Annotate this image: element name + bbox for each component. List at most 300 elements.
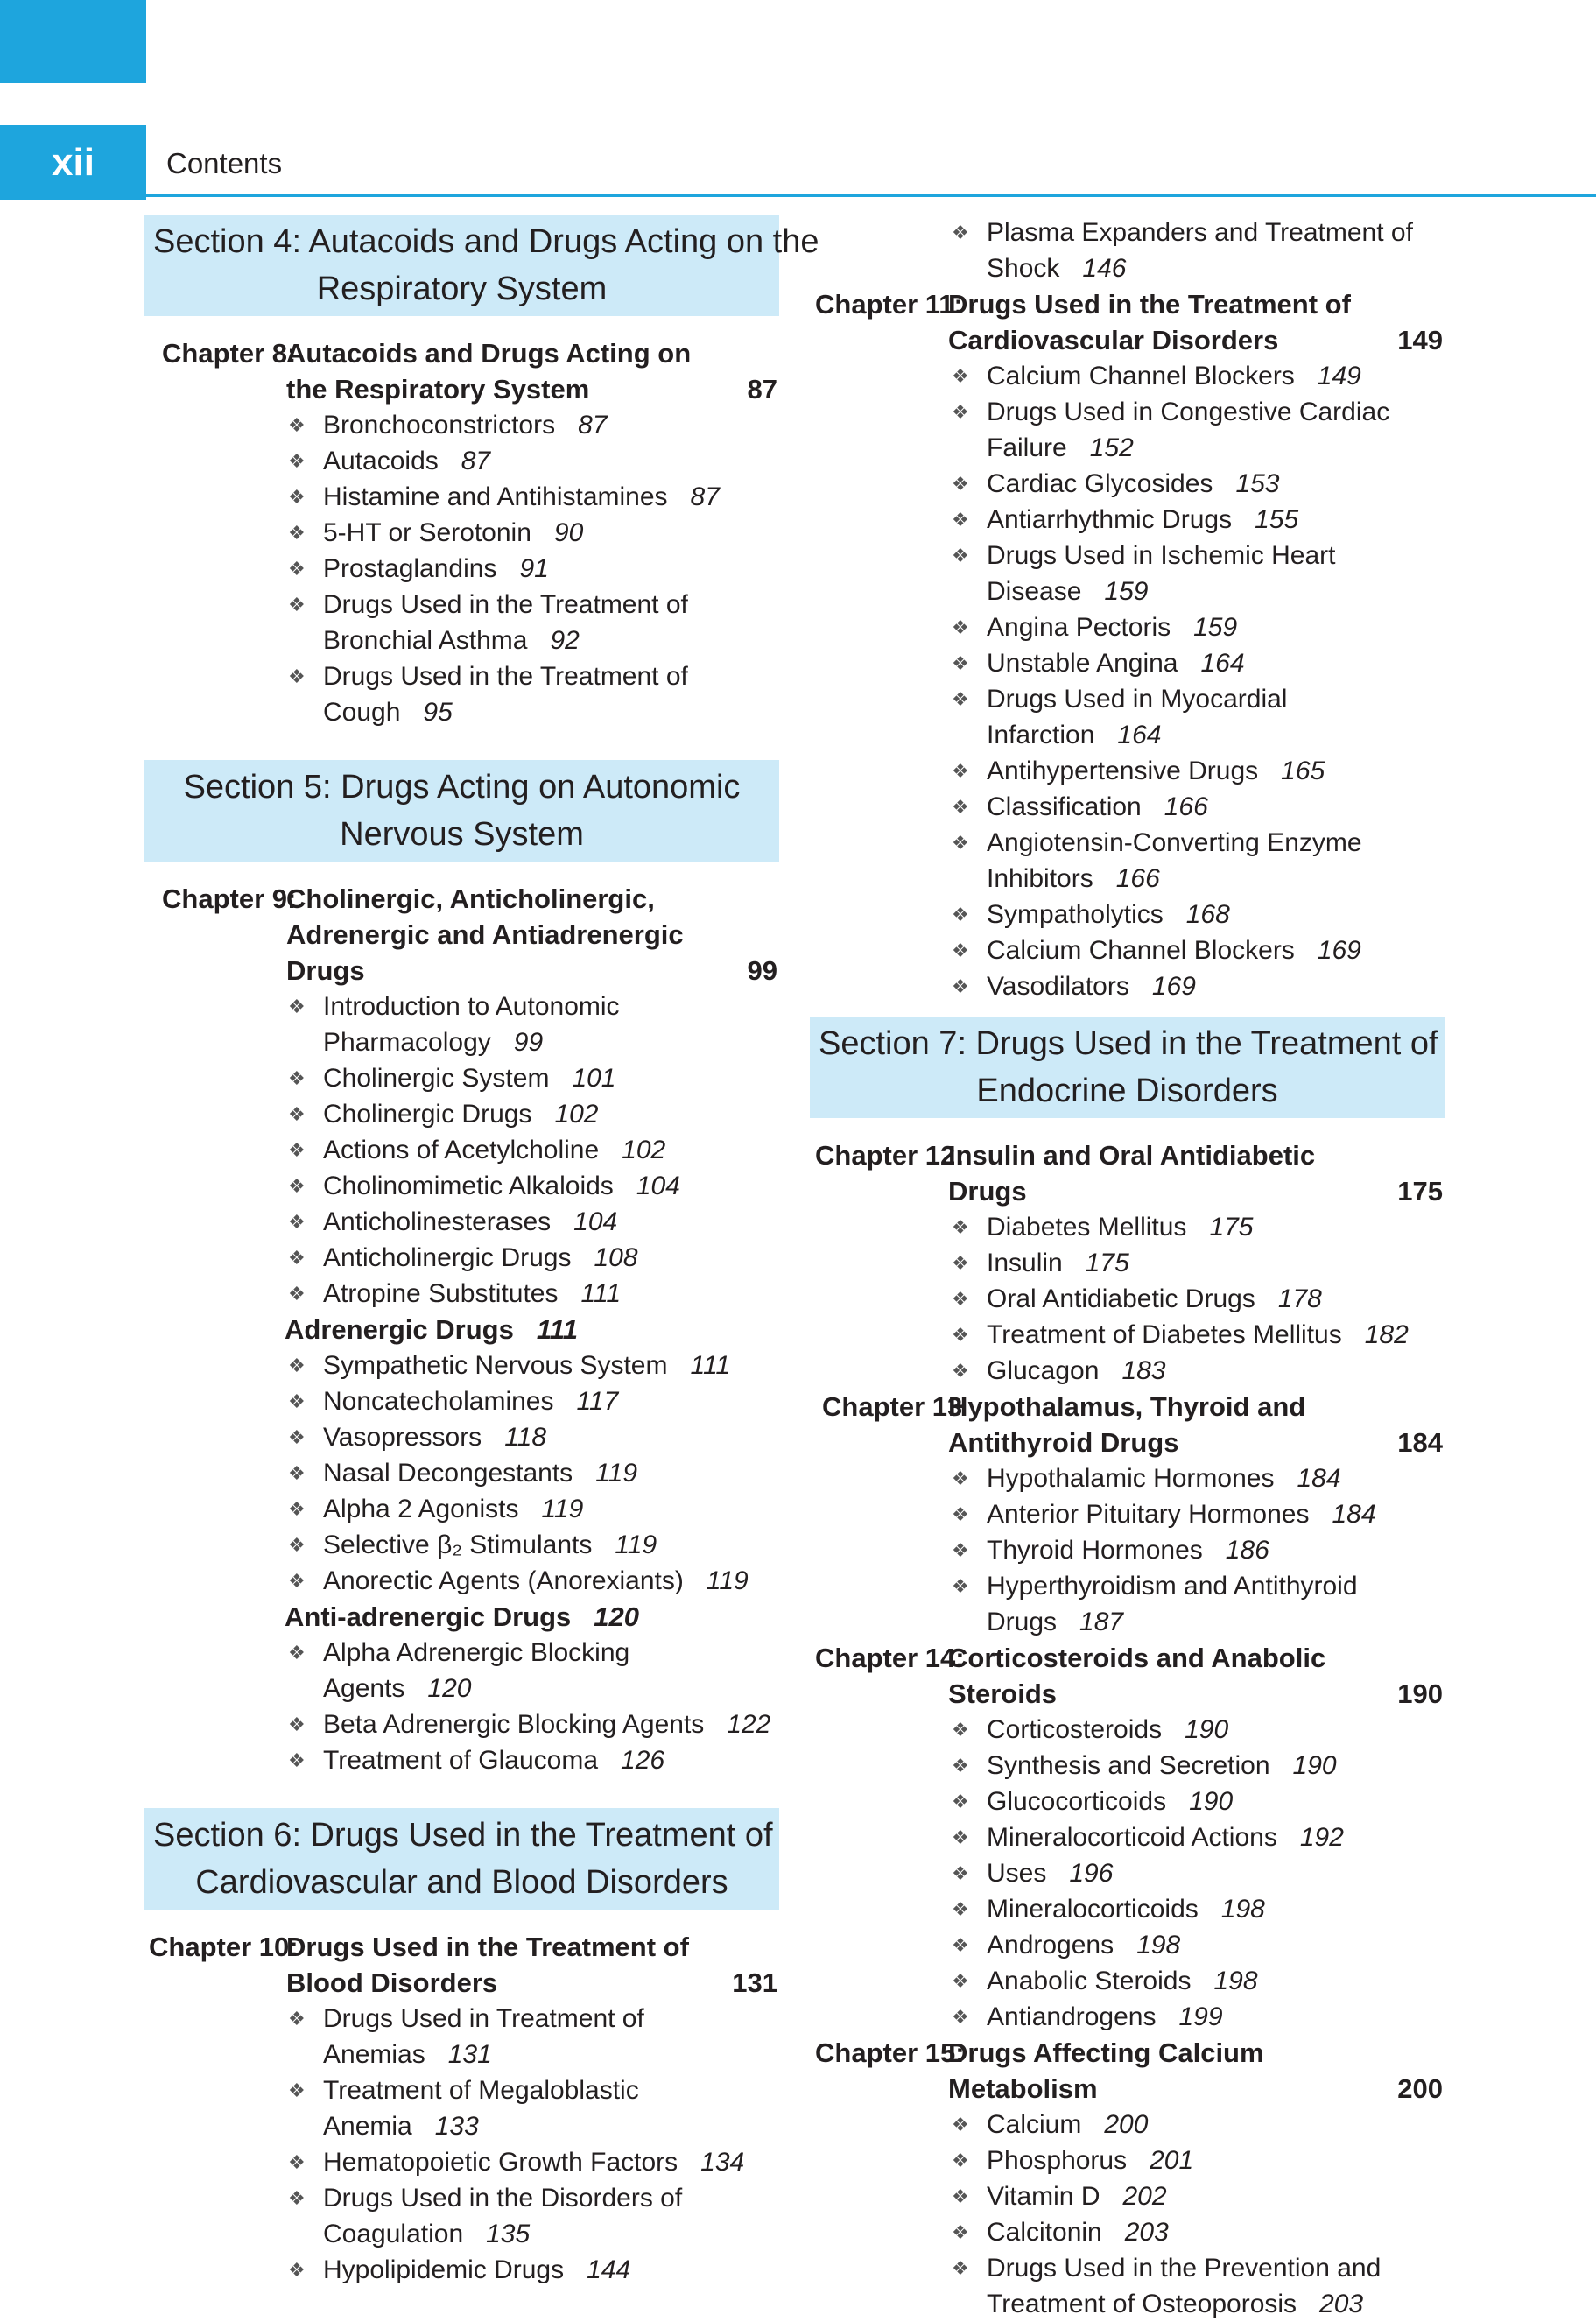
topic-page: 119 [615, 1530, 657, 1559]
topic-item[interactable] [948, 1460, 1445, 1496]
bullet-icon: ❖ [952, 939, 969, 961]
topic-page: 203 [1319, 2290, 1364, 2318]
topic-list [948, 1209, 1445, 1389]
bullet-icon: ❖ [288, 1103, 306, 1125]
bullet-icon: ❖ [952, 1970, 969, 1992]
topic-item[interactable] [285, 1168, 779, 1204]
topic-page: 159 [1193, 613, 1238, 642]
topic-page: 164 [1200, 649, 1245, 678]
left-column [144, 215, 819, 2288]
topic-page: 190 [1292, 1751, 1337, 1780]
topic-item[interactable] [948, 1209, 1445, 1245]
topic-title: Bronchoconstrictors [323, 411, 556, 440]
bullet-icon: ❖ [952, 1216, 969, 1238]
topic-page: 199 [1178, 2002, 1223, 2031]
bullet-icon: ❖ [288, 558, 306, 580]
topic-title: Drugs Used in Ischemic Heart Disease [987, 541, 1336, 606]
topic-title: Plasma Expanders and Treatment of Shock [987, 218, 1413, 283]
topic-title: Introduction to Autonomic Pharmacology [323, 992, 620, 1057]
topic-item[interactable] [948, 2214, 1445, 2250]
topic-title: Thyroid Hormones [987, 1536, 1203, 1565]
bullet-icon: ❖ [952, 796, 969, 818]
topic-item[interactable] [285, 1419, 779, 1455]
topic-title: Oral Antidiabetic Drugs [987, 1284, 1255, 1313]
bullet-icon: ❖ [952, 760, 969, 782]
bullet-icon: ❖ [952, 1898, 969, 1920]
topic-title: Anabolic Steroids [987, 1967, 1192, 1995]
topic-page: 149 [1317, 362, 1361, 391]
topic-item[interactable] [948, 645, 1445, 681]
topic-page: 192 [1299, 1823, 1344, 1852]
chapter-page: 200 [1397, 2073, 1443, 2104]
chapter-heading[interactable] [810, 1389, 1445, 1460]
bullet-icon: ❖ [288, 1462, 306, 1484]
bullet-icon: ❖ [288, 1067, 306, 1089]
chapter-page: 175 [1397, 1176, 1443, 1207]
topic-item[interactable] [948, 2107, 1445, 2143]
topic-title: Cholinergic System [323, 1064, 550, 1093]
bullet-icon: ❖ [952, 1324, 969, 1346]
topic-page: 146 [1082, 254, 1127, 283]
topic-title: Uses [987, 1859, 1047, 1888]
chapter-heading[interactable] [144, 335, 779, 407]
topic-title: Selective β₂ Stimulants [323, 1530, 593, 1559]
bullet-icon: ❖ [952, 2114, 969, 2136]
topic-list [948, 215, 1445, 286]
bullet-icon: ❖ [288, 1175, 306, 1197]
topic-item[interactable] [285, 443, 779, 479]
topic-page: 104 [636, 1172, 680, 1200]
topic-item[interactable] [948, 753, 1445, 789]
chapter-label: Chapter 8: [162, 338, 297, 369]
bullet-icon: ❖ [952, 222, 969, 243]
topic-page: 202 [1122, 2182, 1167, 2211]
topic-item[interactable] [948, 394, 1445, 466]
topic-item[interactable] [285, 1635, 779, 1706]
right-column [810, 215, 1445, 2322]
bullet-icon: ❖ [288, 1211, 306, 1233]
topic-page: 182 [1364, 1320, 1409, 1349]
topic-title: Angina Pectoris [987, 613, 1171, 642]
topic-title: Anterior Pituitary Hormones [987, 1500, 1310, 1529]
chapter-label: Chapter 9: [162, 883, 297, 914]
bullet-icon: ❖ [288, 1642, 306, 1664]
section-heading: Section 5: Drugs Acting on Autonomic Nervous System [144, 760, 779, 862]
topic-page: 155 [1255, 505, 1299, 534]
topic-title: Hypothalamic Hormones [987, 1464, 1275, 1493]
bullet-icon: ❖ [288, 665, 306, 687]
bullet-icon: ❖ [288, 1426, 306, 1448]
topic-page: 117 [576, 1387, 619, 1416]
topic-title: Drugs Used in Myocardial Infarction [987, 685, 1288, 749]
topic-title: Calcitonin [987, 2218, 1102, 2247]
topic-item[interactable] [948, 789, 1445, 825]
bullet-icon: ❖ [952, 1934, 969, 1956]
bullet-icon: ❖ [952, 1755, 969, 1777]
topic-page: 152 [1089, 433, 1134, 462]
topic-page: 108 [594, 1243, 638, 1272]
topic-item[interactable] [948, 1999, 1445, 2035]
topic-item[interactable] [285, 1706, 779, 1742]
chapter-label: Chapter 15: [815, 2037, 965, 2068]
topic-item[interactable] [948, 681, 1445, 753]
topic-page: 153 [1235, 469, 1280, 498]
topic-item[interactable] [948, 1568, 1445, 1640]
topic-title: Noncatecholamines [323, 1387, 554, 1416]
topic-page: 169 [1317, 936, 1361, 965]
bullet-icon: ❖ [952, 652, 969, 674]
chapter-title: Insulin and Oral Antidiabetic Drugs [948, 1140, 1316, 1207]
topic-title: Drugs Used in Congestive Cardiac Failure [987, 398, 1390, 462]
chapter-label: Chapter 11: [815, 289, 963, 320]
topic-item[interactable] [948, 897, 1445, 932]
bullet-icon: ❖ [952, 2185, 969, 2207]
bullet-icon: ❖ [952, 1503, 969, 1525]
topic-title: Anticholinesterases [323, 1207, 552, 1236]
topic-title: Corticosteroids [987, 1715, 1163, 1744]
chapter-page: 149 [1397, 325, 1443, 355]
topic-item[interactable] [948, 968, 1445, 1004]
bullet-icon: ❖ [288, 1713, 306, 1735]
topic-item[interactable] [948, 215, 1445, 286]
topic-page: 198 [1136, 1931, 1181, 1960]
page-number: xii [0, 125, 146, 200]
topic-page: 99 [513, 1028, 544, 1057]
bullet-icon: ❖ [952, 832, 969, 854]
bullet-icon: ❖ [288, 2008, 306, 2030]
bullet-icon: ❖ [952, 473, 969, 495]
chapter-label: Chapter 10: [149, 1931, 299, 1962]
topic-list [285, 989, 779, 1312]
topic-item[interactable] [948, 825, 1445, 897]
bullet-icon: ❖ [288, 1570, 306, 1592]
topic-page: 164 [1117, 721, 1162, 749]
topic-page: 190 [1189, 1787, 1234, 1816]
topic-page: 119 [706, 1566, 749, 1595]
bullet-icon: ❖ [288, 1139, 306, 1161]
bullet-icon: ❖ [288, 1390, 306, 1412]
topic-item[interactable] [948, 1784, 1445, 1819]
topic-page: 101 [572, 1064, 616, 1093]
topic-item[interactable] [285, 1096, 779, 1132]
bullet-icon: ❖ [952, 904, 969, 925]
topic-item[interactable] [285, 1276, 779, 1312]
chapter-label: Chapter 13 [822, 1391, 963, 1422]
bullet-icon: ❖ [288, 594, 306, 616]
subheading[interactable]: Anti-adrenergic Drugs 120 [285, 1601, 640, 1632]
topic-item[interactable] [948, 1353, 1445, 1389]
topic-title: Antiandrogens [987, 2002, 1157, 2031]
topic-title: Atropine Substitutes [323, 1279, 559, 1308]
chapter-heading[interactable] [810, 286, 1445, 358]
chapter-page: 131 [732, 1967, 777, 1998]
page-corner-tab [0, 0, 146, 83]
topic-title: Calcium Channel Blockers [987, 362, 1295, 391]
topic-title: Anorectic Agents (Anorexiants) [323, 1566, 684, 1595]
topic-title: Cholinergic Drugs [323, 1100, 532, 1129]
topic-item[interactable] [285, 1742, 779, 1778]
chapter-title: Cholinergic, Anticholinergic, Adrenergic and Antiadrenergic Drugs [286, 883, 684, 986]
bullet-icon: ❖ [952, 2257, 969, 2279]
topic-title: Glucocorticoids [987, 1787, 1167, 1816]
topic-item[interactable] [285, 515, 779, 551]
topic-page: 175 [1209, 1213, 1254, 1242]
bullet-icon: ❖ [288, 522, 306, 544]
topic-item[interactable] [948, 1855, 1445, 1891]
topic-title: Sympatholytics [987, 900, 1164, 929]
topic-page: 186 [1225, 1536, 1269, 1565]
topic-item[interactable] [948, 1963, 1445, 1999]
bullet-icon: ❖ [288, 1749, 306, 1771]
topic-page: 111 [580, 1279, 622, 1308]
topic-item[interactable] [948, 358, 1445, 394]
chapter-title: Drugs Used in the Treatment of Blood Disorders [286, 1931, 689, 1998]
topic-list [948, 358, 1445, 1004]
topic-page: 87 [461, 447, 491, 475]
topic-item[interactable] [285, 551, 779, 587]
topic-item[interactable] [285, 1455, 779, 1491]
bullet-icon: ❖ [952, 1360, 969, 1382]
topic-page: 168 [1185, 900, 1230, 929]
running-header: Contents [166, 147, 283, 179]
section-heading: Section 6: Drugs Used in the Treatment of Cardiovascular and Blood Disorders [144, 1808, 779, 1910]
bullet-icon: ❖ [288, 2079, 306, 2101]
chapter-title: Drugs Used in the Treatment of Cardiovascular Disorders [948, 289, 1351, 355]
bullet-icon: ❖ [952, 2006, 969, 2028]
topic-title: Histamine and Antihistamines [323, 482, 668, 511]
topic-item[interactable] [948, 466, 1445, 502]
topic-title: Mineralocorticoids [987, 1895, 1199, 1924]
topic-item[interactable] [285, 1347, 779, 1383]
topic-title: Alpha 2 Agonists [323, 1495, 519, 1523]
topic-item[interactable] [948, 1532, 1445, 1568]
topic-title: Synthesis and Secretion [987, 1751, 1270, 1780]
topic-title: Mineralocorticoid Actions [987, 1823, 1277, 1852]
topic-item[interactable] [948, 2250, 1445, 2322]
topic-page: 165 [1281, 756, 1325, 785]
topic-list [285, 1635, 779, 1778]
topic-page: 184 [1332, 1500, 1376, 1529]
topic-title: Hypolipidemic Drugs [323, 2255, 565, 2284]
topic-page: 126 [621, 1746, 665, 1775]
topic-title: Diabetes Mellitus [987, 1213, 1187, 1242]
topic-item[interactable] [948, 1712, 1445, 1748]
topic-item[interactable] [285, 658, 779, 730]
section-heading: Section 4: Autacoids and Drugs Acting on the Respiratory System [144, 215, 779, 316]
bullet-icon: ❖ [952, 1575, 969, 1597]
topic-page: 122 [727, 1710, 771, 1739]
chapter-page: 99 [747, 955, 777, 986]
topic-page: 104 [573, 1207, 618, 1236]
bullet-icon: ❖ [288, 450, 306, 472]
bullet-icon: ❖ [952, 2221, 969, 2243]
topic-title: Cardiac Glycosides [987, 469, 1213, 498]
topic-list [285, 1347, 779, 1599]
topic-page: 187 [1079, 1608, 1124, 1636]
bullet-icon: ❖ [952, 1539, 969, 1561]
topic-item[interactable] [285, 1383, 779, 1419]
topic-title: Antihypertensive Drugs [987, 756, 1259, 785]
topic-page: 201 [1150, 2146, 1194, 2175]
bullet-icon: ❖ [288, 2259, 306, 2281]
topic-title: Drugs Used in the Disorders of Coagulation [323, 2184, 683, 2248]
bullet-icon: ❖ [288, 2187, 306, 2209]
topic-item[interactable] [948, 1819, 1445, 1855]
topic-page: 175 [1085, 1249, 1129, 1277]
topic-page: 133 [434, 2112, 479, 2141]
topic-page: 159 [1104, 577, 1149, 606]
topic-item[interactable] [285, 1527, 779, 1563]
topic-item[interactable] [285, 989, 779, 1060]
topic-title: Drugs Used in the Treatment of Bronchial Asthma [323, 590, 688, 655]
topic-title: Vitamin D [987, 2182, 1100, 2211]
bullet-icon: ❖ [952, 509, 969, 531]
bullet-icon: ❖ [288, 1498, 306, 1520]
topic-page: 102 [554, 1100, 599, 1129]
topic-page: 87 [578, 411, 608, 440]
subheading[interactable]: Adrenergic Drugs 111 [285, 1314, 578, 1345]
topic-item[interactable] [285, 2252, 779, 2288]
topic-item[interactable] [948, 1281, 1445, 1317]
topic-title: Actions of Acetylcholine [323, 1136, 600, 1165]
chapter-heading[interactable] [144, 1929, 779, 2001]
chapter-label: Chapter 12: [815, 1140, 965, 1171]
chapter-heading[interactable] [810, 2035, 1445, 2107]
chapter-heading[interactable] [810, 1137, 1445, 1209]
bullet-icon: ❖ [288, 1534, 306, 1556]
chapter-title: Hypothalamus, Thyroid and Antithyroid Drugs [948, 1391, 1306, 1458]
topic-page: 95 [423, 698, 453, 727]
topic-title: Cholinomimetic Alkaloids [323, 1172, 614, 1200]
chapter-page: 87 [747, 374, 777, 405]
topic-title: Prostaglandins [323, 554, 497, 583]
topic-item[interactable] [948, 538, 1445, 609]
topic-page: 184 [1297, 1464, 1341, 1493]
bullet-icon: ❖ [288, 486, 306, 508]
topic-page: 119 [541, 1495, 584, 1523]
topic-title: Phosphorus [987, 2146, 1128, 2175]
section-heading: Section 7: Drugs Used in the Treatment of Endocrine Disorders [810, 1017, 1445, 1118]
topic-item[interactable] [285, 2001, 779, 2072]
topic-title: Treatment of Glaucoma [323, 1746, 599, 1775]
topic-page: 198 [1213, 1967, 1258, 1995]
topic-list [285, 2001, 779, 2288]
bullet-icon: ❖ [952, 688, 969, 710]
bullet-icon: ❖ [952, 1288, 969, 1310]
topic-list [948, 1712, 1445, 2035]
topic-item[interactable] [285, 2072, 779, 2144]
topic-page: 166 [1164, 792, 1208, 821]
bullet-icon: ❖ [288, 1247, 306, 1269]
topic-page: 120 [427, 1674, 472, 1703]
topic-item[interactable] [285, 1240, 779, 1276]
topic-item[interactable] [948, 1891, 1445, 1927]
chapter-heading[interactable] [810, 1640, 1445, 1712]
topic-item[interactable] [948, 2178, 1445, 2214]
topic-item[interactable] [285, 2144, 779, 2180]
chapter-title: Corticosteroids and Anabolic Steroids [948, 1643, 1326, 1709]
topic-title: Drugs Used in the Prevention and Treatment of Osteoporosis [987, 2254, 1382, 2318]
topic-title: Anticholinergic Drugs [323, 1243, 572, 1272]
chapter-title: Autacoids and Drugs Acting on the Respiratory System [286, 338, 692, 405]
topic-title: Calcium [987, 2110, 1082, 2139]
chapter-heading[interactable] [144, 881, 779, 989]
topic-item[interactable] [948, 1317, 1445, 1353]
topic-title: Sympathetic Nervous System [323, 1351, 668, 1380]
topic-title: Androgens [987, 1931, 1114, 1960]
bullet-icon: ❖ [952, 1467, 969, 1489]
bullet-icon: ❖ [288, 1283, 306, 1305]
bullet-icon: ❖ [952, 1252, 969, 1274]
topic-list [948, 2107, 1445, 2322]
topic-item[interactable] [948, 1927, 1445, 1963]
bullet-icon: ❖ [952, 545, 969, 566]
topic-item[interactable] [285, 407, 779, 443]
topic-title: Treatment of Megaloblastic Anemia [323, 2076, 639, 2141]
topic-item[interactable] [285, 587, 779, 658]
bullet-icon: ❖ [952, 975, 969, 997]
topic-item[interactable] [948, 1245, 1445, 1281]
topic-item[interactable] [948, 609, 1445, 645]
bullet-icon: ❖ [288, 1354, 306, 1376]
chapter-title: Drugs Affecting Calcium Metabolism [948, 2037, 1264, 2104]
bullet-icon: ❖ [288, 996, 306, 1017]
topic-title: Hyperthyroidism and Antithyroid Drugs [987, 1572, 1358, 1636]
topic-title: 5-HT or Serotonin [323, 518, 531, 547]
topic-page: 196 [1069, 1859, 1114, 1888]
topic-title: Treatment of Diabetes Mellitus [987, 1320, 1342, 1349]
topic-page: 178 [1277, 1284, 1322, 1313]
topic-title: Drugs Used in Treatment of Anemias [323, 2004, 644, 2069]
topic-page: 183 [1121, 1356, 1166, 1385]
topic-page: 198 [1220, 1895, 1265, 1924]
topic-item[interactable] [948, 932, 1445, 968]
topic-item[interactable] [285, 1563, 779, 1599]
chapter-label: Chapter 14: [815, 1643, 965, 1673]
topic-page: 92 [550, 626, 580, 655]
topic-title: Classification [987, 792, 1142, 821]
bullet-icon: ❖ [952, 616, 969, 638]
topic-item[interactable] [948, 1496, 1445, 1532]
topic-title: Glucagon [987, 1356, 1100, 1385]
topic-item[interactable] [285, 1491, 779, 1527]
topic-list [948, 1460, 1445, 1640]
topic-title: Beta Adrenergic Blocking Agents [323, 1710, 705, 1739]
topic-title: Angiotensin-Converting Enzyme Inhibitors [987, 828, 1362, 893]
topic-page: 131 [447, 2040, 492, 2069]
topic-item[interactable] [948, 502, 1445, 538]
bullet-icon: ❖ [952, 401, 969, 423]
topic-item[interactable] [285, 1060, 779, 1096]
topic-item[interactable] [948, 1748, 1445, 1784]
topic-title: Unstable Angina [987, 649, 1178, 678]
topic-page: 135 [486, 2220, 531, 2248]
topic-item[interactable] [285, 1132, 779, 1168]
topic-page: 118 [504, 1423, 547, 1452]
topic-title: Nasal Decongestants [323, 1459, 573, 1488]
topic-title: Vasopressors [323, 1423, 482, 1452]
topic-page: 144 [587, 2255, 631, 2284]
bullet-icon: ❖ [288, 2151, 306, 2173]
topic-title: Autacoids [323, 447, 439, 475]
topic-item[interactable] [285, 1204, 779, 1240]
topic-item[interactable] [285, 479, 779, 515]
topic-item[interactable] [948, 2143, 1445, 2178]
bullet-icon: ❖ [952, 1826, 969, 1848]
topic-title: Drugs Used in the Treatment of Cough [323, 662, 688, 727]
topic-page: 90 [553, 518, 584, 547]
topic-page: 87 [690, 482, 720, 511]
